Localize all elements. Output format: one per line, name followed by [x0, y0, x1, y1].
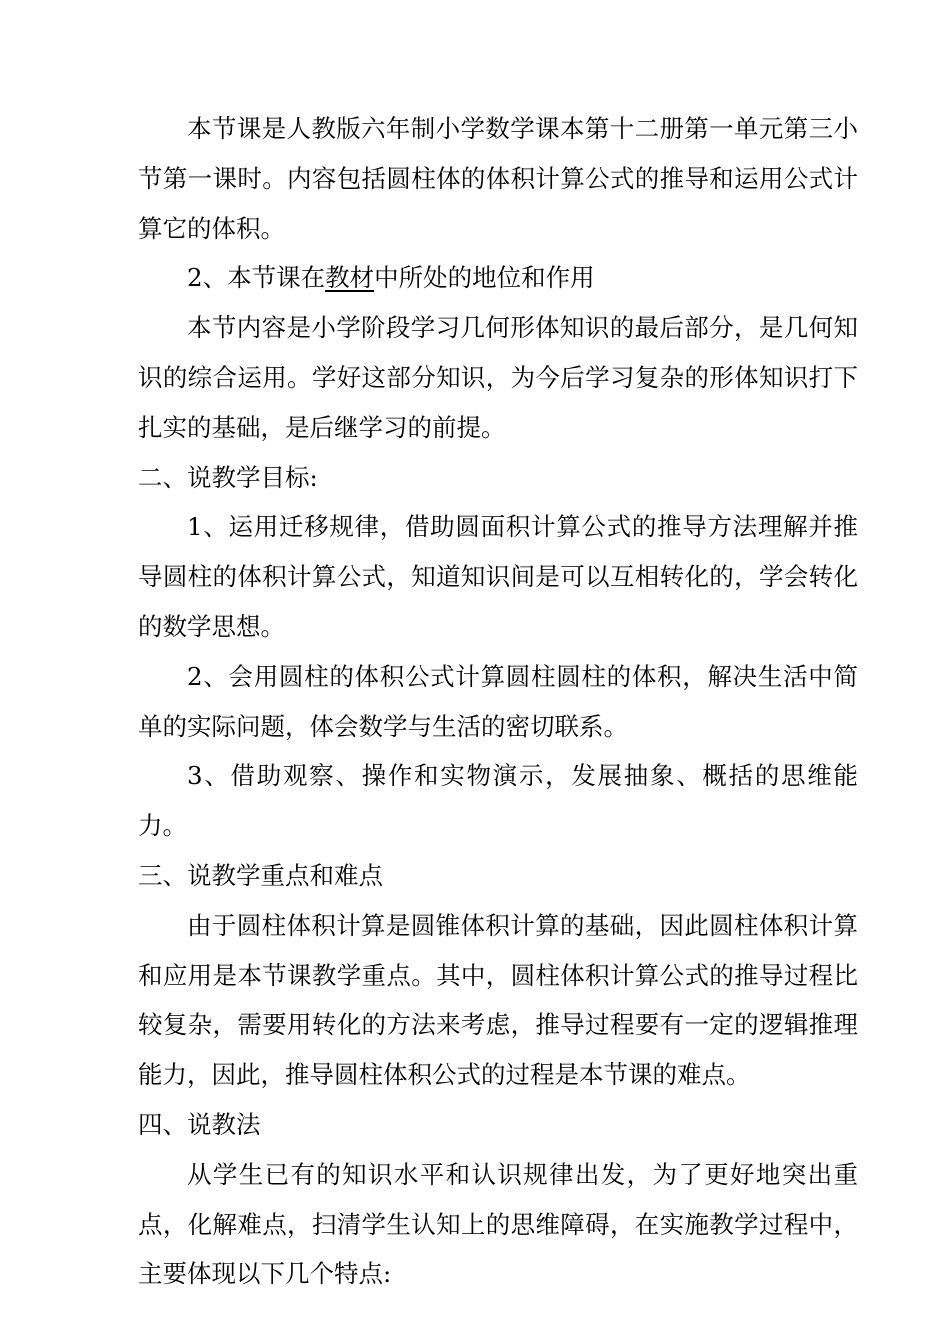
- paragraph-position-role: 本节内容是小学阶段学习几何形体知识的最后部分，是几何知识的综合运用。学好这部分知识，为今后学习复杂的形体知识打下扎实的基础，是后继学习的前提。: [138, 313, 858, 442]
- paragraph-key-points: 由于圆柱体积计算是圆锥体积计算的基础，因此圆柱体积计算和应用是本节课教学重点。其中，圆柱体积计算公式的推导过程比较复杂，需要用转化的方法来考虑，推导过程要有一定的逻辑推理能力，因此，推导圆柱体积公式的过程是本节课的难点。: [138, 910, 858, 1090]
- section-heading-objectives: 二、说教学目标:: [138, 462, 318, 492]
- textbook-link[interactable]: 教材: [325, 263, 375, 293]
- section-heading-teaching-method: 四、说教法: [138, 1109, 261, 1139]
- document-page: [138, 104, 858, 1299]
- position-heading-suffix: 中所处的地位和作用: [374, 263, 595, 293]
- paragraph-position-heading: [138, 253, 858, 303]
- paragraph-lesson-intro: 本节课是人教版六年制小学数学课本第十二册第一单元第三小节第一课时。内容包括圆柱体的体积计算公式的推导和运用公式计算它的体积。: [138, 114, 858, 243]
- paragraph-teaching-method: 从学生已有的知识水平和认识规律出发，为了更好地突出重点，化解难点，扫清学生认知上的思维障碍，在实施教学过程中，主要体现以下几个特点:: [138, 1159, 858, 1289]
- section-heading-key-points: 三、说教学重点和难点: [138, 860, 383, 890]
- paragraph-objective-2: 2、会用圆柱的体积公式计算圆柱圆柱的体积，解决生活中简单的实际问题，体会数学与生活的密切联系。: [138, 661, 858, 741]
- paragraph-objective-3: 3、借助观察、操作和实物演示，发展抽象、概括的思维能力。: [138, 761, 858, 841]
- position-heading-prefix: 2、本节课在: [187, 263, 326, 293]
- paragraph-objective-1: 1、运用迁移规律，借助圆面积计算公式的推导方法理解并推导圆柱的体积计算公式，知道知识间是可以互相转化的，学会转化的数学思想。: [138, 512, 858, 641]
